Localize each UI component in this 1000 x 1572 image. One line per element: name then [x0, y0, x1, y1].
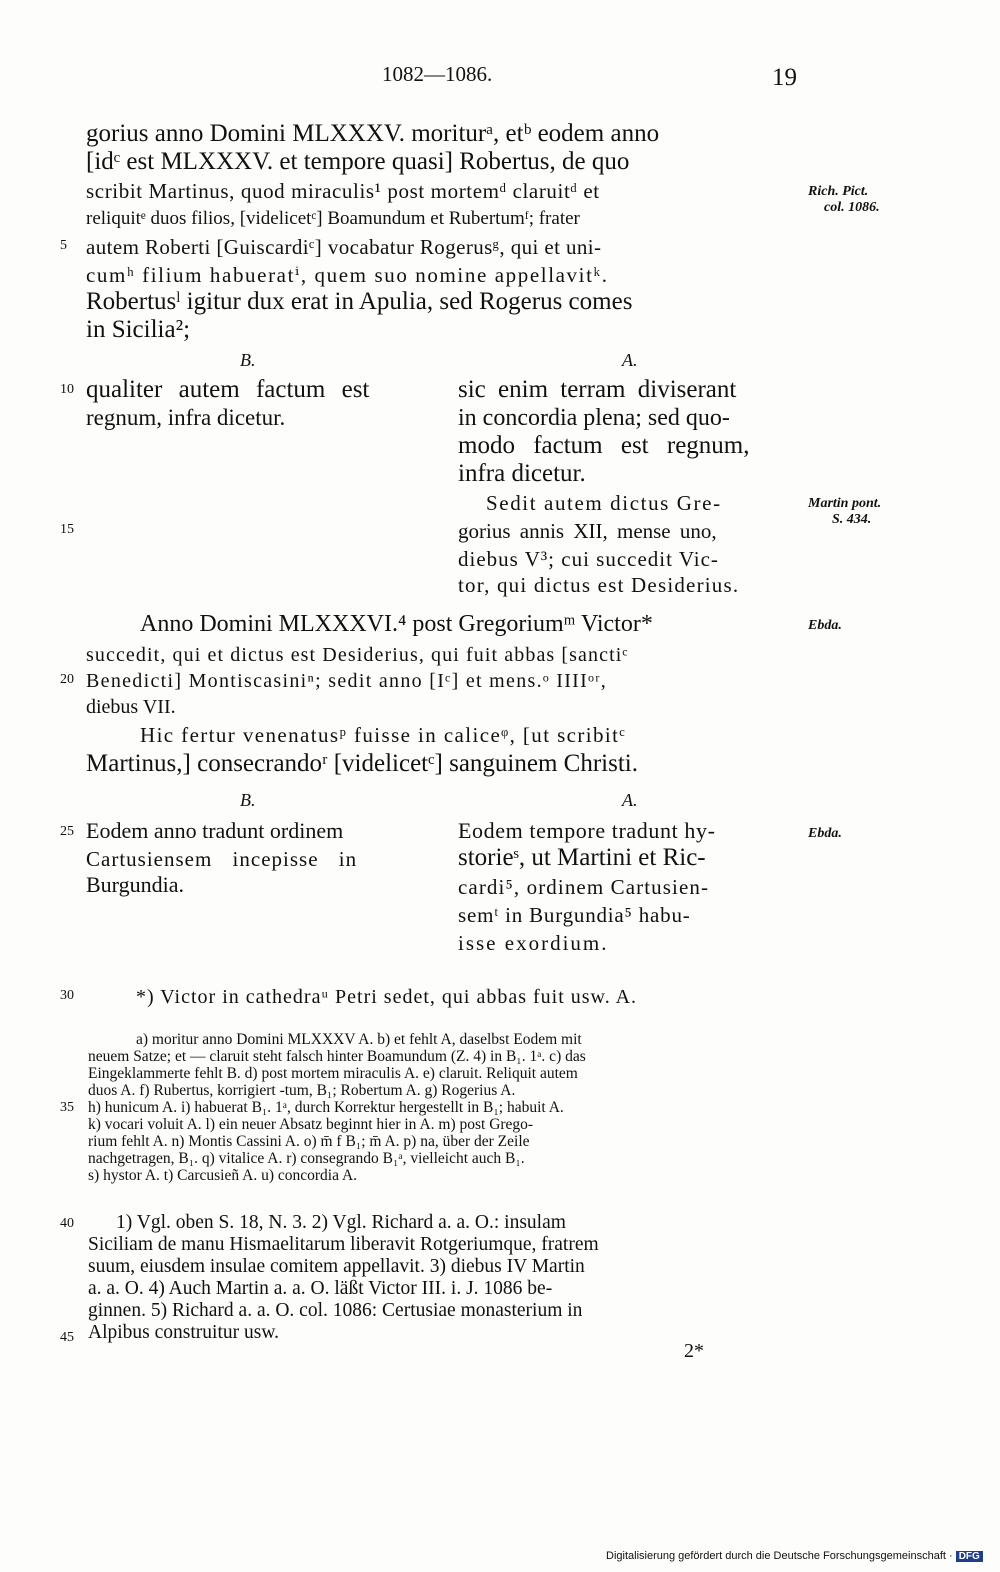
column-b-line: regnum, infra dicetur.: [86, 405, 286, 430]
apparatus-line: s) hystor A. t) Carcusieñ A. u) concordia A.: [88, 1167, 358, 1184]
column-a-line: diebus V³; cui succedit Vic-: [458, 547, 719, 571]
column-b-line: Cartusiensem incepisse in: [86, 847, 358, 871]
column-b-line: Burgundia.: [86, 872, 184, 897]
column-label-a: A.: [622, 350, 638, 370]
text-line: Hic fertur venenatusᵖ fuisse in caliceᵠ, [ut scribitᶜ: [140, 723, 627, 747]
margin-note-rich-pict: Rich. Pict. col. 1086.: [808, 184, 880, 215]
apparatus-line: h) hunicum A. i) habuerat B₁. 1ᵃ, durch Korrektur hergestellt in B₁; habuit A.: [88, 1099, 564, 1116]
text-line: Benedicti] Montiscasiniⁿ; sedit anno [Iᶜ] et mens.ᵒ IIIIᵒʳ,: [86, 670, 608, 692]
source-note-line: ginnen. 5) Richard a. a. O. col. 1086: Certusiae monasterium in: [88, 1300, 583, 1321]
page-number: 19: [772, 64, 797, 91]
text-line: cumʰ filium habueratⁱ, quem suo nomine appellavitᵏ.: [86, 263, 609, 287]
margin-note-martin-pont: Martin pont. S. 434.: [808, 496, 882, 527]
digitization-footer: [606, 1550, 983, 1562]
source-note-line: suum, eiusdem insulae comitem appellavit. 3) diebus IV Martin: [88, 1256, 585, 1277]
source-note-line: a. a. O. 4) Auch Martin a. a. O. läßt Victor III. i. J. 1086 be-: [88, 1278, 553, 1299]
header-year-range: 1082—1086.: [382, 62, 493, 86]
column-label-b: B.: [240, 350, 256, 370]
dfg-logo: DFG: [956, 1551, 983, 1562]
text-line: Robertusˡ igitur dux erat in Apulia, sed Rogerus comes: [86, 288, 633, 315]
source-note-line: Alpibus construitur usw.: [88, 1322, 280, 1343]
column-a-line: Sedit autem dictus Gre-: [486, 491, 722, 515]
text-line: autem Roberti [Guiscardiᶜ] vocabatur Rogerusᵍ, qui et uni-: [86, 235, 602, 259]
line-number: 5: [60, 238, 67, 253]
text-line: scribit Martinus, quod miraculis¹ post mortemᵈ claruitᵈ et: [86, 179, 600, 203]
column-a-line: Eodem tempore tradunt hy-: [458, 818, 716, 843]
column-label-b: B.: [240, 790, 256, 810]
apparatus-line: a) moritur anno Domini MLXXXV A. b) et fehlt A, daselbst Eodem mit: [136, 1031, 582, 1048]
column-b-line: qualiter autem factum est: [86, 376, 370, 403]
text-line: Anno Domini MLXXXVI.⁴ post Gregoriumᵐ Victor*: [140, 611, 653, 637]
apparatus-line: Eingeklammerte fehlt B. d) post mortem miraculis A. e) claruit. Reliquit autem: [88, 1065, 578, 1082]
line-number: 15: [60, 522, 74, 537]
line-number: 25: [60, 824, 74, 839]
line-number: 35: [60, 1100, 74, 1115]
apparatus-line: nachgetragen, B₁. q) vitalice A. r) consegrando B₁ᵃ, vielleicht auch B₁.: [88, 1150, 525, 1167]
source-note-line: 1) Vgl. oben S. 18, N. 3. 2) Vgl. Richard a. a. O.: insulam: [116, 1212, 566, 1233]
signature-mark: 2*: [684, 1340, 704, 1362]
source-note-line: Siciliam de manu Hismaelitarum liberavit Rotgeriumque, fratrem: [88, 1234, 599, 1255]
column-a-line: infra dicetur.: [458, 460, 586, 487]
column-a-line: sic enim terram diviserant: [458, 376, 737, 403]
text-line: succedit, qui et dictus est Desiderius, qui fuit abbas [sanctiᶜ: [86, 644, 629, 666]
footer-text: Digitalisierung gefördert durch die Deutsche Forschungsgemeinschaft ·: [606, 1550, 953, 1562]
text-line: diebus VII.: [86, 696, 176, 718]
apparatus-line: k) vocari voluit A. l) ein neuer Absatz beginnt hier in A. m) post Grego-: [88, 1116, 534, 1133]
column-a-line: modo factum est regnum,: [458, 432, 750, 459]
asterisk-note: *) Victor in cathedraᵘ Petri sedet, qui abbas fuit usw. A.: [136, 986, 638, 1008]
apparatus-line: duos A. f) Rubertus, korrigiert -tum, B₁; Robertum A. g) Rogerius A.: [88, 1082, 516, 1099]
line-number: 20: [60, 672, 74, 687]
text-line: [idᶜ est MLXXXV. et tempore quasi] Robertus, de quo: [86, 148, 630, 175]
line-number: 45: [60, 1330, 74, 1345]
column-a-line: cardi⁵, ordinem Cartusien-: [458, 875, 710, 899]
text-line: in Sicilia²;: [86, 316, 191, 343]
line-number: 30: [60, 988, 74, 1003]
margin-note-ebda: Ebda.: [808, 618, 842, 633]
line-number: 10: [60, 382, 74, 397]
column-label-a: A.: [622, 790, 638, 810]
column-a-line: semᵗ in Burgundia⁵ habu-: [458, 903, 691, 927]
text-line: gorius anno Domini MLXXXV. moriturᵃ, etᵇ eodem anno: [86, 120, 660, 147]
apparatus-line: rium fehlt A. n) Montis Cassini A. o) m̄ f B₁; m̄ A. p) na, über der Zeile: [88, 1133, 530, 1150]
column-a-line: in concordia plena; sed quo-: [458, 405, 730, 431]
column-a-line: tor, qui dictus est Desiderius.: [458, 573, 740, 597]
text-line: Martinus,] consecrandoʳ [videlicetᶜ] sanguinem Christi.: [86, 750, 638, 777]
text-line: reliquitᵉ duos filios, [videlicetᶜ] Boamundum et Rubertumᶠ; frater: [86, 208, 580, 229]
column-b-line: Eodem anno tradunt ordinem: [86, 818, 344, 843]
column-a-line: gorius annis XII, mense uno,: [458, 519, 717, 543]
margin-note-ebda: Ebda.: [808, 826, 842, 841]
column-a-line: storieˢ, ut Martini et Ric-: [458, 844, 706, 871]
line-number: 40: [60, 1216, 74, 1231]
apparatus-line: neuem Satze; et — claruit steht falsch hinter Boamundum (Z. 4) in B₁. 1ᵃ. c) das: [88, 1048, 586, 1065]
column-a-line: isse exordium.: [458, 931, 609, 955]
